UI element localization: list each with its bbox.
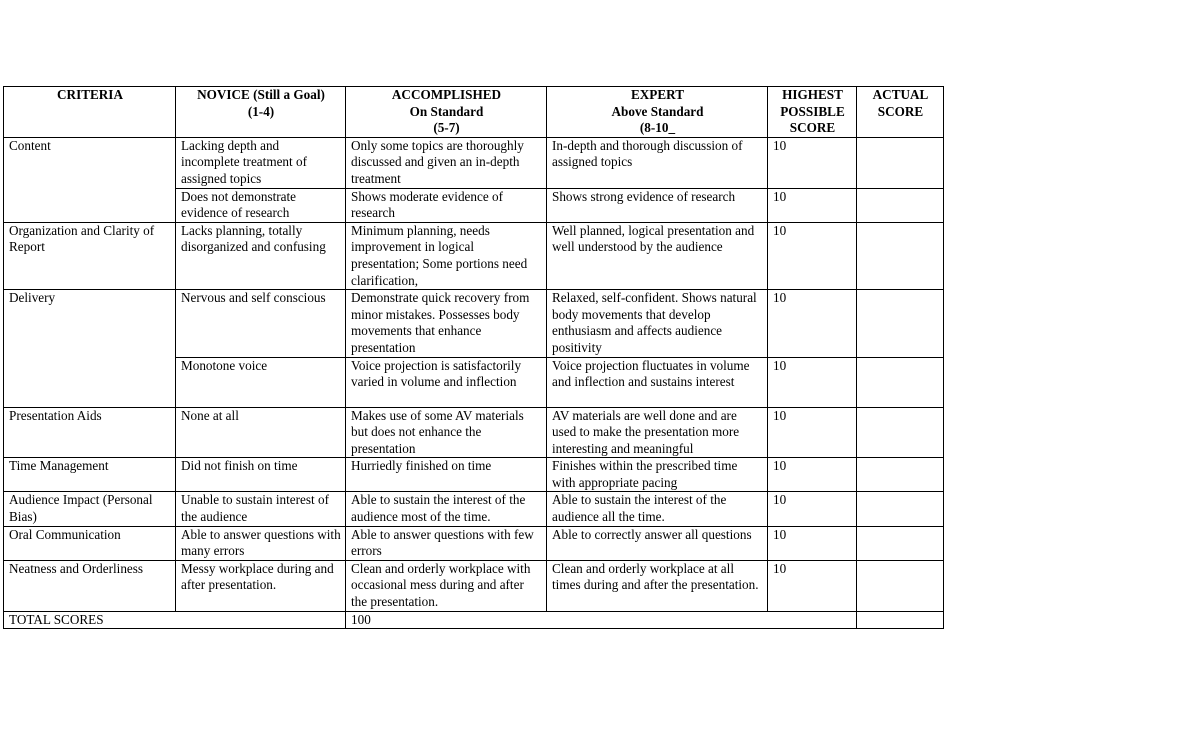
- expert-cell: AV materials are well done and are used to make the presentation more interesting and meaningful: [547, 407, 768, 458]
- novice-cell: Messy workplace during and after presentation.: [176, 560, 346, 611]
- accomplished-cell: Only some topics are thoroughly discussed and given an in-depth treatment: [346, 137, 547, 188]
- highest-score-cell: 10: [768, 188, 857, 222]
- expert-cell: Able to correctly answer all questions: [547, 526, 768, 560]
- expert-cell: Relaxed, self-confident. Shows natural body movements that develop enthusiasm and affects audience positivity: [547, 290, 768, 357]
- expert-cell: In-depth and thorough discussion of assigned topics: [547, 137, 768, 188]
- criteria-cell: Content: [4, 137, 176, 222]
- accomplished-cell: Voice projection is satisfactorily varied in volume and inflection: [346, 357, 547, 407]
- highest-score-cell: 10: [768, 492, 857, 526]
- criteria-cell: Presentation Aids: [4, 407, 176, 458]
- highest-score-cell: 10: [768, 357, 857, 407]
- highest-score-cell: 10: [768, 458, 857, 492]
- novice-header: NOVICE (Still a Goal) (1-4): [176, 87, 346, 138]
- novice-cell: Lacks planning, totally disorganized and confusing: [176, 222, 346, 289]
- novice-cell: Monotone voice: [176, 357, 346, 407]
- accomplished-cell: Minimum planning, needs improvement in logical presentation; Some portions need clarification,: [346, 222, 547, 289]
- accomplished-cell: Shows moderate evidence of research: [346, 188, 547, 222]
- table-row: [4, 458, 944, 492]
- novice-cell: None at all: [176, 407, 346, 458]
- highest-score-cell: 10: [768, 526, 857, 560]
- total-actual-score-cell[interactable]: [857, 611, 944, 629]
- criteria-cell: Neatness and Orderliness: [4, 560, 176, 611]
- expert-cell: Shows strong evidence of research: [547, 188, 768, 222]
- actual-score-cell[interactable]: [857, 357, 944, 407]
- highest-score-cell: 10: [768, 137, 857, 188]
- actual-score-cell[interactable]: [857, 407, 944, 458]
- header-row: [4, 87, 944, 138]
- novice-cell: Unable to sustain interest of the audience: [176, 492, 346, 526]
- novice-cell: Nervous and self conscious: [176, 290, 346, 357]
- criteria-cell: Audience Impact (Personal Bias): [4, 492, 176, 526]
- table-row: [4, 560, 944, 611]
- criteria-cell: Time Management: [4, 458, 176, 492]
- expert-cell: Finishes within the prescribed time with appropriate pacing: [547, 458, 768, 492]
- accomplished-cell: Makes use of some AV materials but does not enhance the presentation: [346, 407, 547, 458]
- accomplished-cell: Demonstrate quick recovery from minor mistakes. Possesses body movements that enhance presentation: [346, 290, 547, 357]
- highest-score-header: HIGHEST POSSIBLE SCORE: [768, 87, 857, 138]
- highest-score-cell: 10: [768, 560, 857, 611]
- novice-cell: Does not demonstrate evidence of research: [176, 188, 346, 222]
- criteria-header: CRITERIA: [4, 87, 176, 138]
- total-row: [4, 611, 944, 629]
- highest-score-cell: 10: [768, 407, 857, 458]
- accomplished-cell: Hurriedly finished on time: [346, 458, 547, 492]
- highest-score-cell: 10: [768, 290, 857, 357]
- expert-cell: Well planned, logical presentation and well understood by the audience: [547, 222, 768, 289]
- actual-score-cell[interactable]: [857, 492, 944, 526]
- criteria-cell: Delivery: [4, 290, 176, 407]
- expert-header: EXPERT Above Standard (8-10_: [547, 87, 768, 138]
- actual-score-cell[interactable]: [857, 222, 944, 289]
- criteria-cell: Organization and Clarity of Report: [4, 222, 176, 289]
- accomplished-cell: Able to answer questions with few errors: [346, 526, 547, 560]
- expert-cell: Clean and orderly workplace at all times during and after the presentation.: [547, 560, 768, 611]
- novice-cell: Did not finish on time: [176, 458, 346, 492]
- table-row: [4, 290, 944, 357]
- novice-cell: Able to answer questions with many errors: [176, 526, 346, 560]
- novice-cell: Lacking depth and incomplete treatment of assigned topics: [176, 137, 346, 188]
- total-scores-label: TOTAL SCORES: [4, 611, 346, 629]
- actual-score-cell[interactable]: [857, 290, 944, 357]
- criteria-cell: Oral Communication: [4, 526, 176, 560]
- table-row: [4, 526, 944, 560]
- expert-cell: Voice projection fluctuates in volume and inflection and sustains interest: [547, 357, 768, 407]
- accomplished-header: ACCOMPLISHED On Standard (5-7): [346, 87, 547, 138]
- total-scores-value: 100: [346, 611, 857, 629]
- table-row: [4, 407, 944, 458]
- actual-score-cell[interactable]: [857, 137, 944, 188]
- accomplished-cell: Able to sustain the interest of the audience most of the time.: [346, 492, 547, 526]
- actual-score-header: ACTUAL SCORE: [857, 87, 944, 138]
- table-row: [4, 492, 944, 526]
- actual-score-cell[interactable]: [857, 458, 944, 492]
- accomplished-cell: Clean and orderly workplace with occasional mess during and after the presentation.: [346, 560, 547, 611]
- highest-score-cell: 10: [768, 222, 857, 289]
- table-row: [4, 222, 944, 289]
- rubric-table: [3, 86, 944, 629]
- table-row: [4, 137, 944, 188]
- actual-score-cell[interactable]: [857, 188, 944, 222]
- actual-score-cell[interactable]: [857, 526, 944, 560]
- expert-cell: Able to sustain the interest of the audience all the time.: [547, 492, 768, 526]
- actual-score-cell[interactable]: [857, 560, 944, 611]
